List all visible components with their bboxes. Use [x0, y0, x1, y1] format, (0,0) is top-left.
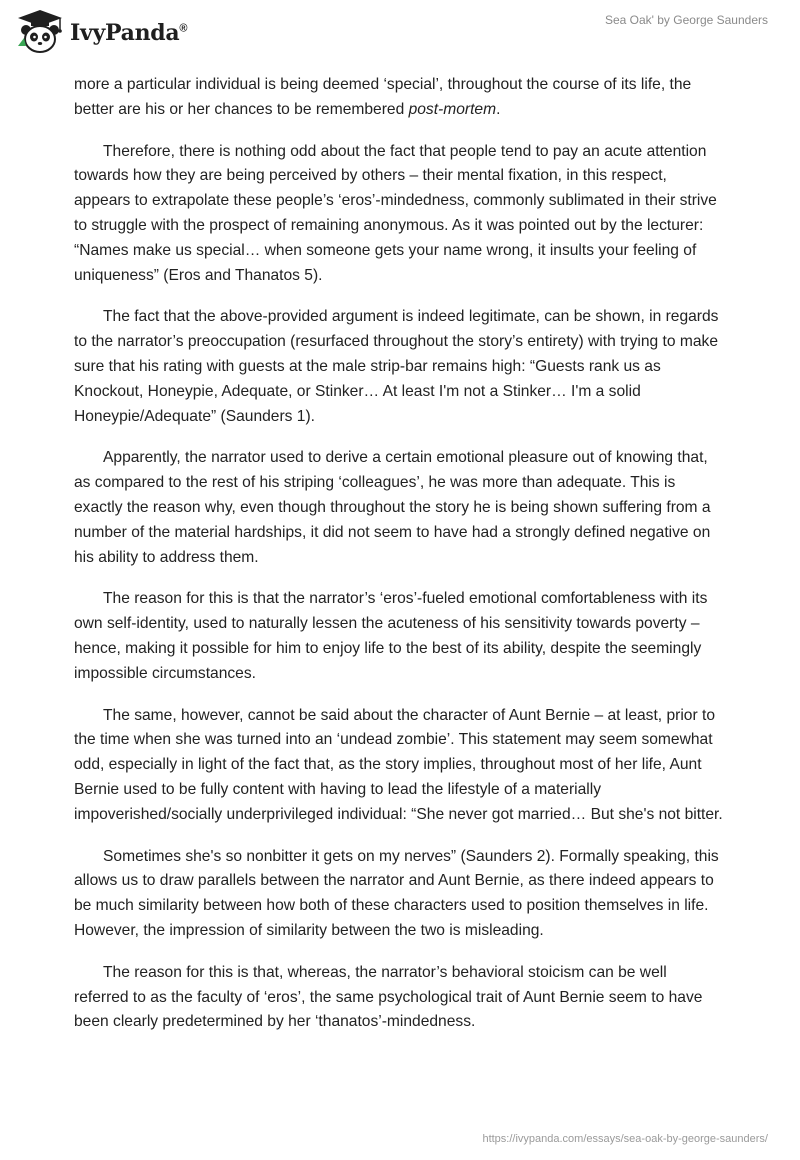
page-header: [0, 0, 800, 60]
paragraph: Apparently, the narrator used to derive a certain emotional pleasure out of knowing that, as compared to the rest of his striping ‘colleagues’, he was more than adequate. This is exactly the reason why, even though throughout the story he is being shown suffering from a number of the material hardships, it did not seem to have had a strongly defined negative on his ability to address them.: [74, 449, 711, 566]
panda-graduation-cap-icon: [14, 8, 66, 54]
paragraph: more a particular individual is being deemed ‘special’, throughout the course of its life, the better are his or her chances to be remembered post-mortem.: [74, 76, 692, 118]
paragraph: The same, however, cannot be said about the character of Aunt Bernie – at least, prior to the time when she was turned into an ‘undead zombie’. This statement may seem somewhat odd, especially in light of the fact that, as the story implies, throughout most of her life, Aunt Bernie used to be fully content with having to lead the lifestyle of a materially impoverished/socially underprivileged individual: “She never got married… But she's not bitter.: [74, 706, 723, 823]
brand-logo[interactable]: [14, 8, 187, 54]
paragraph: The reason for this is that, whereas, the narrator’s behavioral stoicism can be well referred to as the faculty of ‘eros’, the same psychological trait of Aunt Bernie seem to have been clearly predetermined by her ‘thanatos’-mindedness.: [74, 963, 703, 1031]
paragraph: The fact that the above-provided argument is indeed legitimate, can be shown, in regards to the narrator’s preoccupation (resurfaced throughout the story’s entirety) with trying to make sure that his rating with guests at the male strip-bar remains high: “Guests rank us as Knockout, Honeypie, Adequate, or Stinker… At least I'm not a Stinker… I'm a solid Honeypie/Adequate” (Saunders 1).: [74, 308, 719, 425]
paragraph: Sometimes she's so nonbitter it gets on my nerves” (Saunders 2). Formally speaking, this allows us to draw parallels between the narrator and Aunt Bernie, as there indeed appears to be much similarity between how both of these characters used to position themselves in life. However, the impression of similarity between the two is misleading.: [74, 847, 719, 939]
document-title: Sea Oak' by George Saunders: [604, 13, 768, 27]
paragraph: Therefore, there is nothing odd about the fact that people tend to pay an acute attention towards how they are being perceived by others – their mental fixation, in this respect, appears to extrapolate these people’s ‘eros’-mindedness, commonly sublimated in their strive to struggle with the prospect of remaining anonymous. As it was pointed out by the lecturer: “Names make us special… when someone gets your name wrong, it insults your feeling of uniqueness” (Eros and Thanatos 5).: [74, 142, 717, 284]
source-url[interactable]: https://ivypanda.com/essays/sea-oak-by-george-saunders/: [482, 1133, 768, 1145]
brand-name: IvyPanda®: [70, 20, 188, 46]
paragraph: The reason for this is that the narrator’s ‘eros’-fueled emotional comfortableness with its own self-identity, used to naturally lessen the acuteness of his sensitivity towards poverty – hence, making it possible for him to enjoy life to the best of its ability, despite the seemingly impossible circumstances.: [74, 590, 708, 682]
essay-body: [74, 73, 724, 1052]
